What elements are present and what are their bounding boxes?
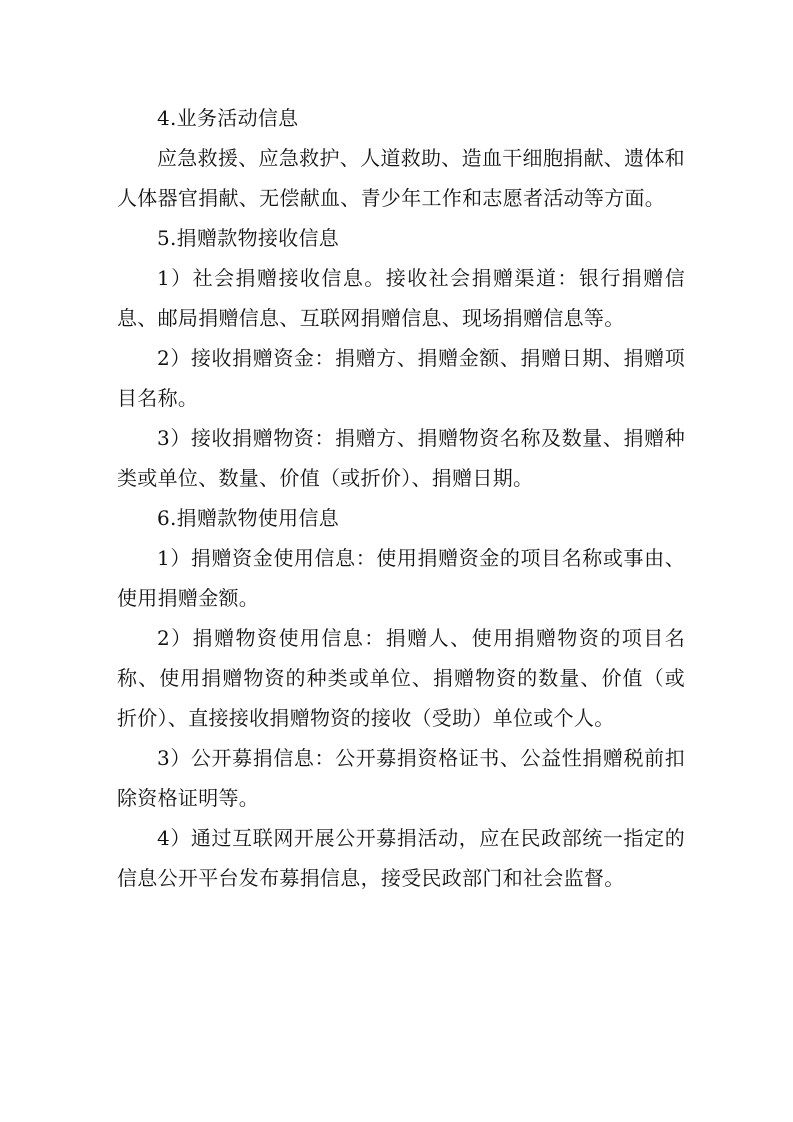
paragraph-social-donation-receipt: 1）社会捐赠接收信息。接收社会捐赠渠道：银行捐赠信息、邮局捐赠信息、互联网捐赠信息、现场捐赠信息等。 [117, 266, 685, 330]
paragraph-business-activities: 应急救援、应急救护、人道救助、造血干细胞捐献、遗体和人体器官捐献、无偿献血、青少年工作和志愿者活动等方面。 [117, 146, 685, 210]
paragraph-donation-goods-receipt: 3）接收捐赠物资：捐赠方、捐赠物资名称及数量、捐赠种类或单位、数量、价值（或折价）、捐赠日期。 [117, 426, 685, 490]
section-heading-donation-usage: 6.捐赠款物使用信息 [157, 506, 340, 530]
paragraph-funds-usage: 1）捐赠资金使用信息：使用捐赠资金的项目名称或事由、使用捐赠金额。 [117, 546, 685, 610]
document-body [117, 98, 685, 898]
section-heading-donation-receipt: 5.捐赠款物接收信息 [157, 226, 340, 250]
paragraph-public-fundraising: 3）公开募捐信息：公开募捐资格证书、公益性捐赠税前扣除资格证明等。 [117, 746, 685, 810]
section-heading-business-activities: 4.业务活动信息 [157, 106, 299, 130]
paragraph-donation-funds-receipt: 2）接收捐赠资金：捐赠方、捐赠金额、捐赠日期、捐赠项目名称。 [117, 346, 685, 410]
paragraph-goods-usage: 2）捐赠物资使用信息：捐赠人、使用捐赠物资的项目名称、使用捐赠物资的种类或单位、捐赠物资的数量、价值（或折价）、直接接收捐赠物资的接收（受助）单位或个人。 [117, 626, 685, 730]
paragraph-internet-fundraising: 4）通过互联网开展公开募捐活动，应在民政部统一指定的信息公开平台发布募捐信息，接受民政部门和社会监督。 [117, 826, 685, 890]
